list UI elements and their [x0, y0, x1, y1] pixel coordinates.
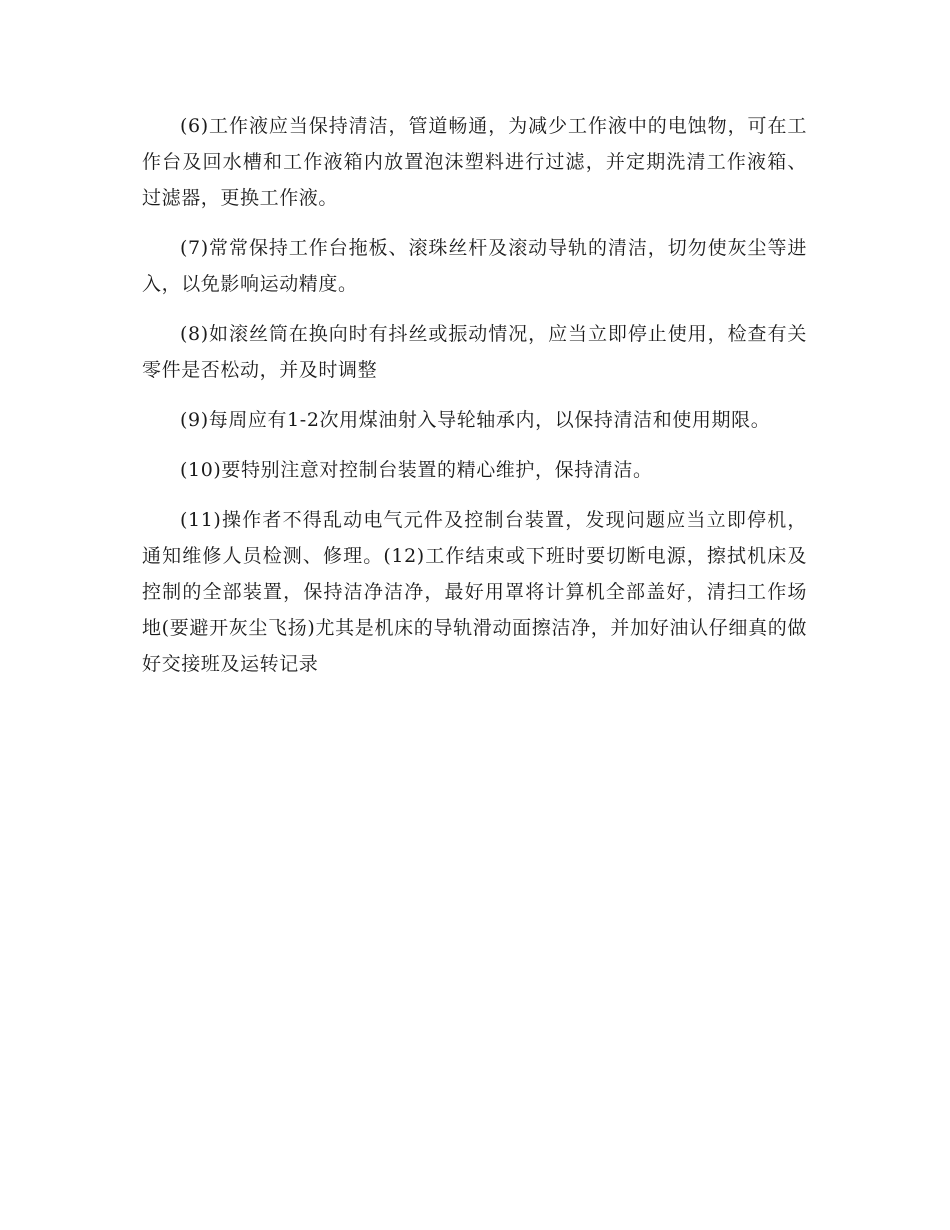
paragraph-item-10: (10)要特别注意对控制台装置的精心维护，保持清洁。 [180, 459, 653, 481]
paragraph-item-8: (8)如滚丝筒在换向时有抖丝或振动情况，应当立即停止使用，检查有关零件是否松动，并及时调整 [142, 323, 807, 381]
document-body [142, 108, 807, 696]
paragraph-item-9: (9)每周应有1-2次用煤油射入导轮轴承内，以保持清洁和使用期限。 [180, 409, 771, 431]
paragraph-item-11-12: (11)操作者不得乱动电气元件及控制台装置，发现问题应当立即停机，通知维修人员检测、修理。(12)工作结束或下班时要切断电源，擦拭机床及控制的全部装置，保持洁净洁净，最好用罩将计算机全部盖好，清扫工作场地(要避开灰尘飞扬)尤其是机床的导轨滑动面擦洁净，并加好油认仔细真的做好交接班及运转记录 [142, 509, 807, 675]
paragraph-item-7: (7)常常保持工作台拖板、滚珠丝杆及滚动导轨的清洁，切勿使灰尘等进入，以免影响运动精度。 [142, 237, 807, 295]
paragraph-item-6: (6)工作液应当保持清洁，管道畅通，为减少工作液中的电蚀物，可在工作台及回水槽和工作液箱内放置泡沫塑料进行过滤，并定期洗清工作液箱、过滤器，更换工作液。 [142, 115, 807, 209]
